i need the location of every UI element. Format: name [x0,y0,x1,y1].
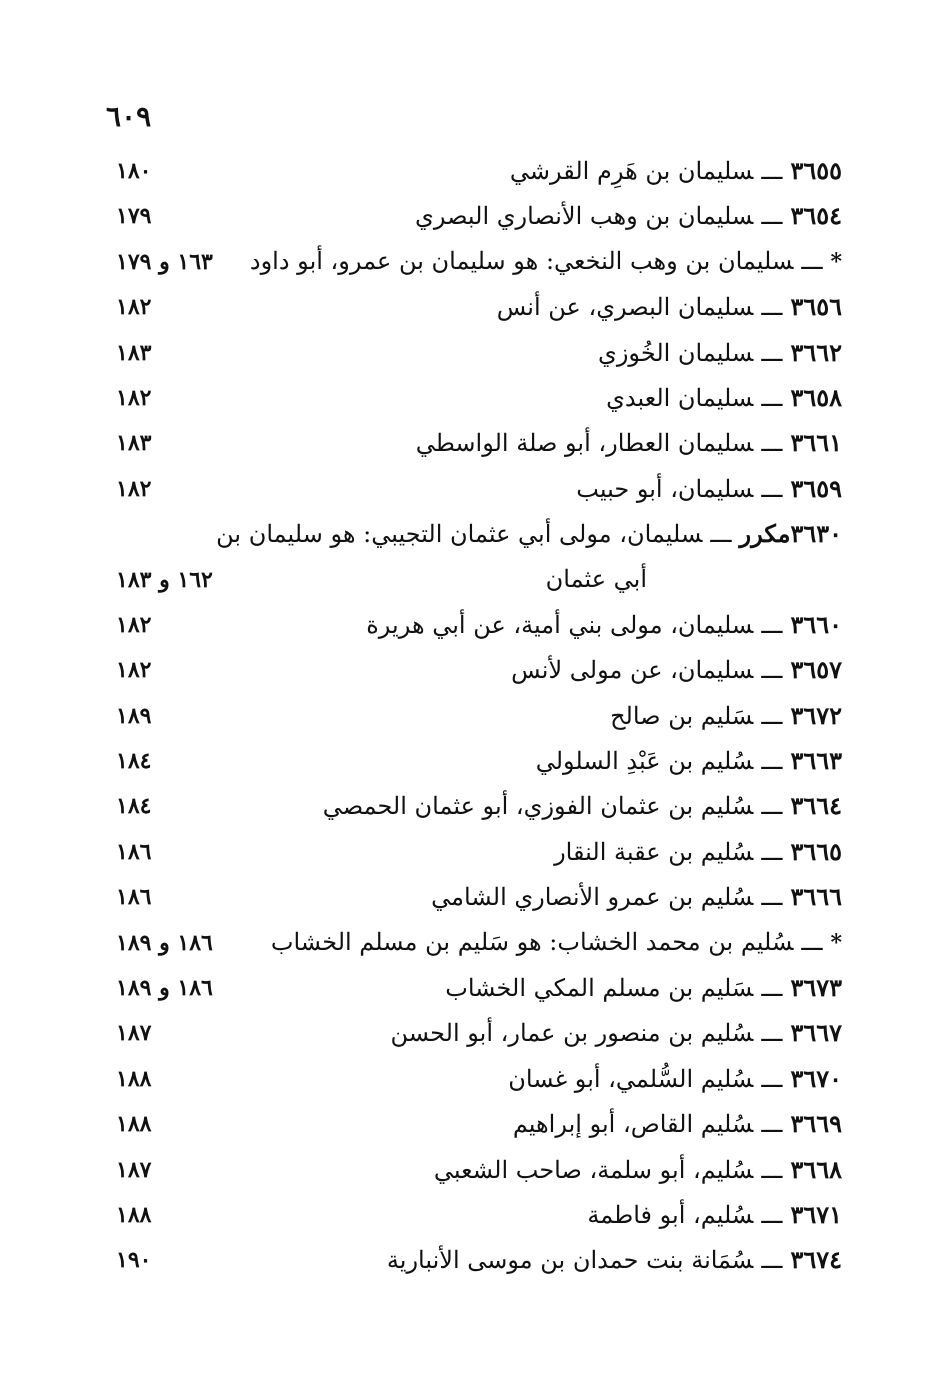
entry-page-reference: ١٦٢ و ١٨٣ [116,566,213,593]
entry-dash: ـــ [761,1200,783,1229]
index-entries [0,150,937,1285]
entry-name: سُليم بن محمد الخشاب: هو سَليم بن مسلم الخشاب [270,927,794,956]
entry-page-reference: ١٨٩ [116,702,152,729]
entry-text-block [416,428,842,457]
entry-number: ٣٦٥٧ [790,655,842,685]
entry-number: ٣٦٦٩ [790,1109,842,1139]
entry-number: ٣٦٦١ [790,428,842,458]
entry-name: سليمان، مولى بني أمية، عن أبي هريرة [366,610,754,639]
entry-dash: ـــ [761,792,783,821]
entry-name: سليمان، مولى أبي عثمان التجيبي: هو سليمان بن [216,520,703,549]
index-entry [0,876,937,921]
index-entry [0,241,937,286]
entry-name: سَليم بن مسلم المكي الخشاب [445,974,754,1003]
entry-name: سُليم بن عثمان الفوزي، أبو عثمان الحمصي [322,792,754,821]
entry-dash: ـــ [801,927,823,956]
entry-name: سليمان بن وهب الأنصاري البصري [415,202,754,231]
entry-number: * [830,929,842,956]
entry-name: سليمان، عن مولى لأنس [511,656,754,685]
index-entry [0,286,937,331]
entry-number: ٣٦٧٣ [790,973,842,1003]
entry-name: سليمان بن هَرِم القرشي [509,157,754,185]
entry-page-reference: ١٨٦ و ١٨٩ [116,929,213,956]
entry-name: سليمان الخُوزي [598,338,754,367]
entry-page-reference: ١٨٧ [116,1156,152,1183]
entry-name: سَليم بن صالح [610,701,754,730]
entry-dash: ـــ [761,883,783,912]
index-entry [0,1058,937,1103]
entry-name: سليمان العبدي [606,383,754,412]
index-entry [0,922,937,967]
index-entry [0,377,937,422]
entry-number: ٣٦٦٧ [790,1018,842,1048]
entry-text-block [216,519,842,548]
entry-number: ٣٦٥٤ [790,201,842,231]
entry-name: سُليم بن عقبة النقار [554,837,754,866]
entry-page-reference: ١٨٨ [116,1065,152,1092]
index-entry [0,1149,937,1194]
entry-dash: ـــ [761,293,783,322]
entry-text-block [431,882,842,911]
entry-text-block [390,1018,842,1047]
index-entry [0,695,937,740]
entry-name: سُليم، أبو فاطمة [587,1200,754,1229]
entry-text-block [536,746,842,775]
entry-text-block [606,383,842,412]
entry-text-block [366,610,842,639]
entry-page-reference: ١٨٢ [116,657,152,684]
entry-dash: ـــ [761,1155,783,1184]
index-entry [0,1103,937,1148]
entry-number: ٣٦٦٠ [790,609,842,639]
entry-page-reference: ١٨٢ [116,294,152,321]
entry-dash: ـــ [761,747,783,776]
entry-name: سُليم، أبو سلمة، صاحب الشعبي [433,1155,754,1184]
entry-text-block [497,292,842,321]
index-entry [0,831,937,876]
entry-dash: ـــ [761,656,783,685]
entry-text-block [250,247,842,275]
entry-page-reference: ١٩٠ [116,1247,152,1274]
entry-dash: ـــ [761,383,783,412]
entry-page-reference: ١٨٦ و ١٨٩ [116,975,213,1002]
entry-dash: ـــ [801,246,823,275]
entry-text-block [576,474,842,503]
entry-number: ٣٦٦٥ [790,836,842,866]
entry-name: سليمان بن وهب النخعي: هو سليمان بن عمرو، أبو داود [249,246,794,275]
entry-dash: ـــ [761,429,783,458]
entry-name: أبي عثمان [545,564,647,593]
entry-page-reference: ١٧٩ [116,203,152,230]
index-entry [0,649,937,694]
index-entry [0,468,937,513]
index-entry [0,740,937,785]
entry-dash: ـــ [761,202,783,231]
entry-text-block [554,837,842,866]
entry-number: ٣٦٥٩ [790,473,842,503]
entry-page-reference: ١٨٤ [116,748,152,775]
entry-page-reference: ١٦٣ و ١٧٩ [116,248,213,275]
entry-text-block [587,1200,842,1229]
entry-text-block [513,1109,842,1138]
entry-number: ٣٦٧١ [790,1199,842,1229]
entry-name: سُمَانة بنت حمدان بن موسى الأنبارية [386,1246,754,1275]
entry-dash: ـــ [761,610,783,639]
entry-dash: ـــ [761,1019,783,1048]
entry-dash: ـــ [761,1110,783,1139]
entry-name: سُليم بن منصور بن عمار، أبو الحسن [390,1019,754,1048]
entry-page-reference: ١٨٨ [116,1201,152,1228]
entry-page-reference: ١٨٨ [116,1111,152,1138]
entry-name: سُليم القاص، أبو إبراهيم [512,1110,754,1139]
page-number: ٦٠٩ [106,100,152,133]
entry-text-block [508,1064,842,1093]
entry-number: ٣٦٥٨ [790,382,842,412]
entry-dash: ـــ [761,1246,783,1275]
entry-number: ٣٦٦٦ [790,882,842,912]
entry-text-block [598,338,842,367]
entry-text-block [415,201,842,230]
entry-name: سليمان، أبو حبيب [576,474,754,503]
entry-number: ٣٦٧٠ [790,1063,842,1093]
entry-page-reference: ١٨٠ [116,158,152,184]
entry-name: سُليم بن عمرو الأنصاري الشامي [431,883,754,912]
entry-number: ٣٦٦٤ [790,791,842,821]
entry-page-reference: ١٨٣ [116,339,152,366]
entry-text-block [387,1245,842,1274]
entry-page-reference: ١٨٢ [116,384,152,411]
index-entry [0,332,937,377]
entry-text-block [434,1155,842,1184]
index-entry [0,604,937,649]
entry-number: ٣٦٥٦ [790,292,842,322]
entry-number: ٣٦٧٢ [790,700,842,730]
entry-name: سليمان البصري، عن أنس [496,293,754,322]
entry-number: ٣٦٦٨ [790,1154,842,1184]
entry-dash: ـــ [761,474,783,503]
entry-name: سليمان العطار، أبو صلة الواسطي [415,429,754,458]
entry-number: ٣٦٣٠مكرر [739,519,842,549]
entry-page-reference: ١٨٧ [116,1020,152,1047]
entry-number: * [830,248,842,275]
entry-dash: ـــ [761,701,783,730]
entry-page-reference: ١٨٦ [116,884,152,911]
entry-page-reference: ١٨٦ [116,838,152,865]
entry-dash: ـــ [761,338,783,367]
entry-text-block [511,655,842,684]
entry-name: سُليم بن عَبْدِ السلولي [535,747,754,776]
index-entry [0,1239,937,1284]
index-entry [0,150,937,195]
entry-dash: ـــ [761,974,783,1003]
entry-text-block [610,701,842,730]
entry-text-block [445,973,842,1002]
entry-text-block [510,156,842,185]
index-entry [0,1012,937,1057]
entry-dash: ـــ [761,1064,783,1093]
entry-dash: ـــ [761,837,783,866]
entry-text-block [323,791,842,820]
entry-name: سُليم السُّلمي، أبو غسان [508,1064,754,1093]
entry-dash: ـــ [710,520,732,549]
entry-number: ٣٦٥٥ [790,156,842,185]
entry-page-reference: ١٨٤ [116,793,152,820]
index-entry [0,422,937,467]
entry-number: ٣٦٦٢ [790,337,842,367]
entry-number: ٣٦٦٣ [790,746,842,776]
entry-text-block [546,565,647,593]
entry-text-block [271,928,842,956]
entry-dash: ـــ [761,157,783,185]
index-entry [0,513,937,558]
index-entry [0,785,937,830]
index-entry [0,559,937,604]
entry-page-reference: ١٨٢ [116,475,152,502]
entry-page-reference: ١٨٢ [116,611,152,638]
index-entry [0,967,937,1012]
index-entry [0,1194,937,1239]
index-entry [0,195,937,240]
entry-page-reference: ١٨٣ [116,430,152,457]
entry-number: ٣٦٧٤ [790,1245,842,1275]
